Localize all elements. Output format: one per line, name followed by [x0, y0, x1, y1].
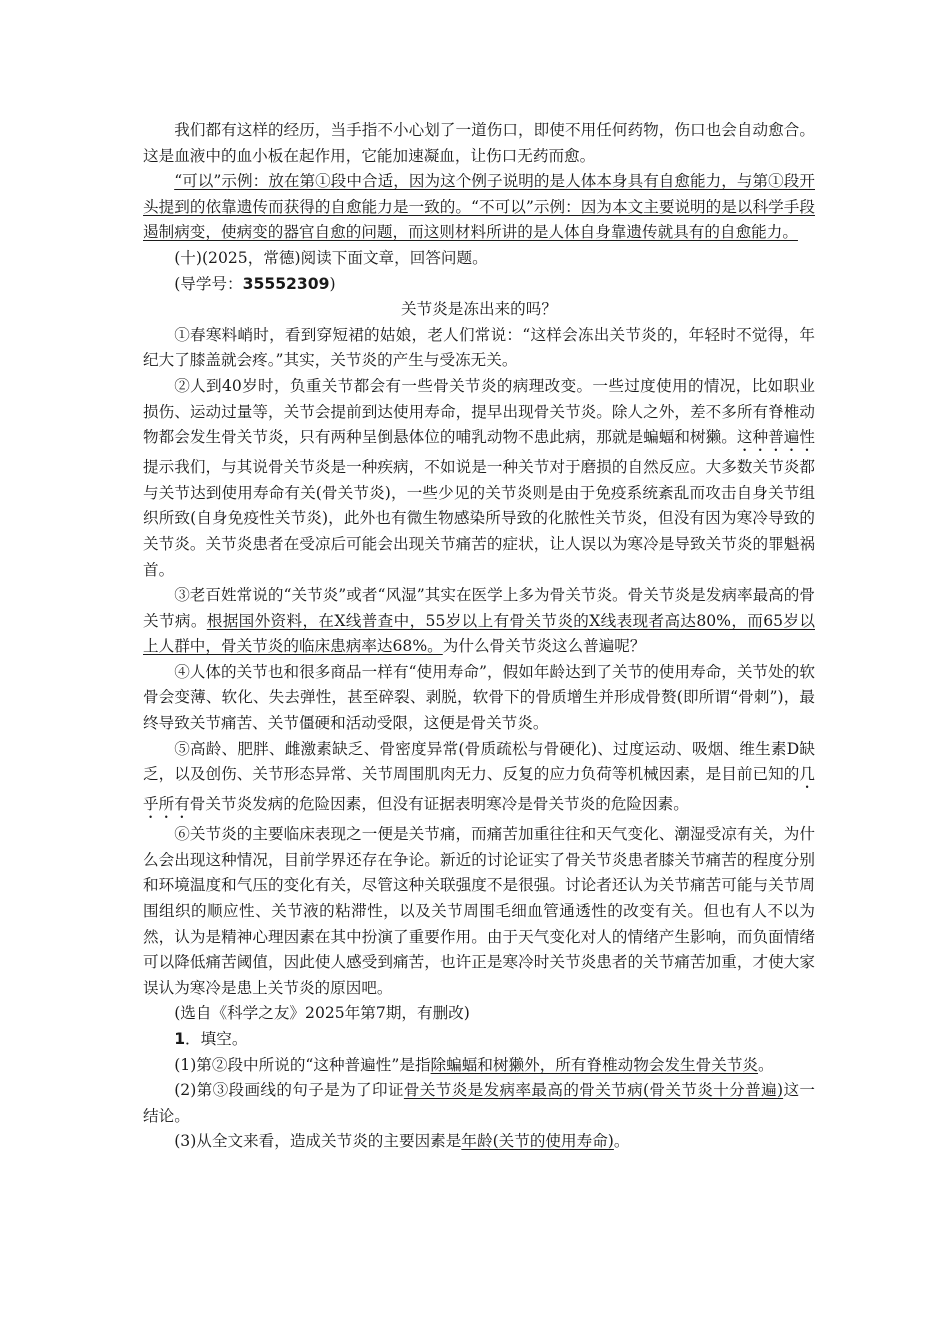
p3-text-b: 为什么骨关节炎这么普遍呢？ [442, 637, 646, 656]
guide-label: (导学号： [174, 274, 243, 293]
guide-number-line [143, 272, 815, 298]
document-page [143, 118, 815, 1155]
sq1-prompt: (1)第②段中所说的“这种普遍性”是指 [174, 1055, 431, 1074]
guide-number: 35552309 [242, 274, 330, 293]
sq3-answer: 年龄(关节的使用寿命) [461, 1132, 614, 1151]
p5-text-a: ⑤高龄、肥胖、雌激素缺乏、骨密度异常(骨质疏松与骨硬化)、过度运动、吸烟、维生素D缺乏，以及创伤、关节形态异常、关节周围肌肉无力、反复的应力负荷等机械因素，是目前已知的 [143, 739, 815, 784]
article-paragraph-4: ④人体的关节也和很多商品一样有“使用寿命”，假如年龄达到了关节的使用寿命，关节处的软骨会变薄、软化、失去弹性，甚至碎裂、剥脱，软骨下的骨质增生并形成骨赘(即所谓“骨刺”)，最终导致关节痛苦、关节僵硬和活动受限，这便是骨关节炎。 [143, 662, 815, 733]
sub-question-1 [143, 1053, 815, 1079]
p2-text-b: 提示我们，与其说骨关节炎是一种疾病，不如说是一种关节对于磨损的自然反应。大多数关节炎都与关节达到使用寿命有关(骨关节炎)，一些少见的关节炎则是由于免疫系统紊乱而攻击自身关节组织所致(自身免疫性关节炎)，此外也有微生物感染所导致的化脓性关节炎，但没有因为寒冷导致的关节炎。关节炎患者在受凉后可能会出现关节痛苦的症状，让人误以为寒冷是导致关节炎的罪魁祸首。 [143, 458, 815, 579]
article-paragraph-6: ⑥关节炎的主要临床表现之一便是关节痛，而痛苦加重往往和天气变化、潮湿受凉有关，为什么会出现这种情况，目前学界还存在争论。新近的讨论证实了骨关节炎患者膝关节痛苦的程度分别和环境温度和气压的变化有关，尽管这种关联强度不是很强。讨论者还认为关节痛苦可能与关节周围组织的顺应性、关节液的粘滞性，以及关节周围毛细血管通透性的改变有关。但也有人不以为然，认为是精神心理因素在其中扮演了重要作用。由于天气变化对人的情绪产生影响，而负面情绪可以降低痛苦阈值，因此使人感受到痛苦，也许正是寒冷时关节炎患者的关节痛苦加重，才使大家误认为寒冷是患上关节炎的原因吧。 [143, 825, 815, 997]
section-heading: (十)(2025，常德)阅读下面文章，回答问题。 [174, 248, 488, 267]
article-paragraph-2 [143, 374, 815, 583]
article-paragraph-1: ①春寒料峭时，看到穿短裙的姑娘，老人们常说：“这样会冻出关节炎的，年轻时不觉得，年纪大了膝盖就会疼。”其实，关节炎的产生与受冻无关。 [143, 325, 815, 370]
article-paragraph-3 [143, 583, 815, 660]
p2-emphasis: 这种普遍性 [736, 428, 815, 447]
intro-paragraph: 我们都有这样的经历，当手指不小心划了一道伤口，即使不用任何药物，伤口也会自动愈合。这是血液中的血小板在起作用，它能加速凝血，让伤口无药而愈。 [143, 121, 815, 165]
sub-question-2 [143, 1078, 815, 1129]
p3-underlined-sentence: 根据国外资料，在X线普查中，55岁以上有骨关节炎的X线表现者高达80%，而65岁以上人群中，骨关节炎的临床患病率达68%。 [143, 611, 815, 656]
sq2-end: 这一结论。 [143, 1081, 815, 1125]
question-1-label: ．填空。 [185, 1030, 248, 1048]
p5-emphasis: 几乎所有 [143, 765, 815, 814]
sq1-answer: 除蝙蝠和树獭外，所有脊椎动物会发生骨关节炎 [430, 1055, 759, 1074]
sq2-prompt: (2)第③段画线的句子是为了印证 [174, 1081, 404, 1100]
question-1-number: 1 [174, 1030, 186, 1048]
sub-question-3 [143, 1129, 815, 1155]
article-paragraph-5 [143, 737, 815, 823]
p5-text-b: 骨关节炎发病的危险因素，但没有证据表明寒冷是骨关节炎的危险因素。 [189, 795, 689, 814]
p3-text-a: ③老百姓常说的“关节炎”或者“风湿”其实在医学上多为骨关节炎。骨关节炎是发病率最高的骨关节病。 [143, 586, 815, 630]
sq3-end: 。 [613, 1132, 630, 1151]
p2-text-a: ②人到40岁时，负重关节都会有一些骨关节炎的病理改变。一些过度使用的情况，比如职业损伤、运动过量等，关节会提前到达使用寿命，提早出现骨关节炎。除人之外，差不多所有脊椎动物都会发生骨关节炎，只有两种呈倒悬体位的哺乳动物不患此病，那就是蝙蝠和树獭。 [143, 376, 815, 447]
sq2-answer: 骨关节炎是发病率最高的骨关节病(骨关节炎十分普遍) [403, 1081, 784, 1100]
guide-end: ) [329, 274, 336, 293]
question-1 [143, 1027, 815, 1053]
answer-paragraph [143, 169, 815, 246]
article-source: (选自《科学之友》2025年第7期，有删改) [174, 1004, 470, 1023]
article-title: 关节炎是冻出来的吗？ [401, 300, 557, 319]
sq3-prompt: (3)从全文来看，造成关节炎的主要因素是 [174, 1132, 462, 1151]
answer-text: “可以”示例：放在第①段中合适，因为这个例子说明的是人体本身具有自愈能力，与第①段开头提到的依靠遗传而获得的自愈能力是一致的。“不可以”示例：因为本文主要说明的是以科学手段遏制病变，使病变的器官自愈的问题，而这则材料所讲的是人体自身靠遗传就具有的自愈能力。 [143, 172, 815, 242]
sq1-end: 。 [758, 1055, 774, 1074]
